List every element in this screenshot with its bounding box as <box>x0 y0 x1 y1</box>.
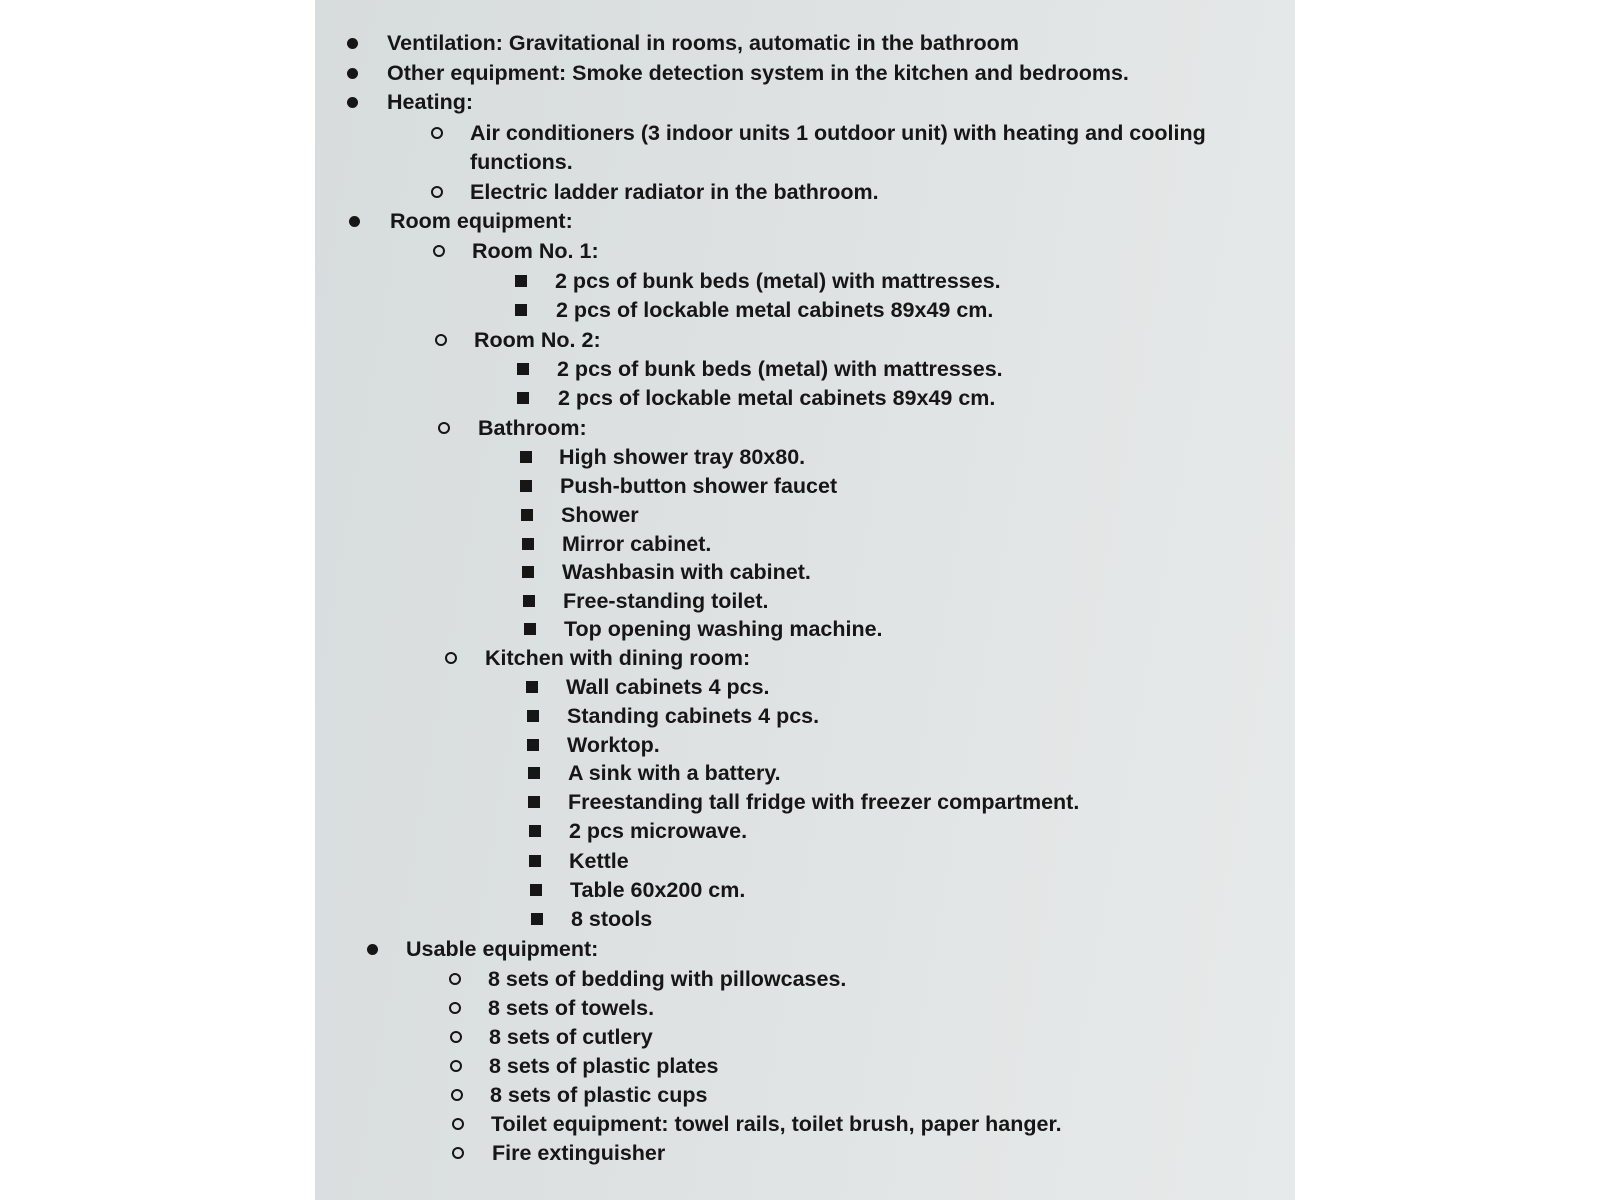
item-text: Top opening washing machine. <box>564 617 883 641</box>
item-text: Ventilation: Gravitational in rooms, automatic in the bathroom <box>387 31 1019 55</box>
bullet-circle <box>450 1031 462 1043</box>
bullet-square <box>515 304 527 316</box>
bullet-square <box>529 855 541 867</box>
item-text: 2 pcs of bunk beds (metal) with mattresses. <box>555 269 1001 293</box>
bullet-square <box>524 623 536 635</box>
bullet-square <box>520 451 532 463</box>
item-text: Standing cabinets 4 pcs. <box>567 704 820 728</box>
bullet-circle <box>450 1060 462 1072</box>
item-text: 8 sets of cutlery <box>489 1025 653 1049</box>
bullet-square <box>530 884 542 896</box>
bullet-square <box>522 566 534 578</box>
bullet-square <box>527 739 539 751</box>
item-text: Table 60x200 cm. <box>570 878 746 902</box>
bullet-square <box>515 275 527 287</box>
bullet-square <box>528 796 540 808</box>
bullet-circle <box>431 186 443 198</box>
item-text: Wall cabinets 4 pcs. <box>566 675 770 699</box>
item-text: Kitchen with dining room: <box>485 646 751 670</box>
item-text: Shower <box>561 503 639 527</box>
bullet-square <box>531 913 543 925</box>
bullet-circle <box>445 652 457 664</box>
document-page <box>315 0 1295 1200</box>
bullet-circle <box>431 127 443 139</box>
item-text: 2 pcs of lockable metal cabinets 89x49 cm. <box>558 386 996 410</box>
bullet-square <box>526 681 538 693</box>
bullet-disc <box>367 944 378 955</box>
item-text: Washbasin with cabinet. <box>562 560 811 584</box>
item-text: Fire extinguisher <box>492 1141 666 1165</box>
item-text: Bathroom: <box>478 416 587 440</box>
item-text: Room No. 2: <box>474 328 601 352</box>
item-text: A sink with a battery. <box>568 761 781 785</box>
bullet-square <box>521 509 533 521</box>
item-text: 8 sets of towels. <box>488 996 655 1020</box>
bullet-circle <box>438 422 450 434</box>
bullet-square <box>528 767 540 779</box>
item-text: Mirror cabinet. <box>562 532 712 556</box>
item-text: Toilet equipment: towel rails, toilet brush, paper hanger. <box>491 1112 1062 1136</box>
item-text: 2 pcs microwave. <box>569 819 748 843</box>
bullet-square <box>517 392 529 404</box>
item-text: Push-button shower faucet <box>560 474 838 498</box>
item-text: 2 pcs of bunk beds (metal) with mattresses. <box>557 357 1003 381</box>
item-text: 8 sets of plastic plates <box>489 1054 719 1078</box>
bullet-circle <box>452 1118 464 1130</box>
bullet-disc <box>347 68 358 79</box>
item-text: 8 stools <box>571 907 653 931</box>
item-text: Freestanding tall fridge with freezer compartment. <box>568 790 1080 814</box>
item-text: Usable equipment: <box>406 937 599 961</box>
bullet-circle <box>452 1147 464 1159</box>
bullet-circle <box>433 245 445 257</box>
bullet-circle <box>449 1002 461 1014</box>
item-text: Worktop. <box>567 733 660 757</box>
bullet-square <box>523 595 535 607</box>
bullet-circle <box>451 1089 463 1101</box>
bullet-disc <box>347 38 358 49</box>
item-text: functions. <box>470 150 573 174</box>
bullet-square <box>527 710 539 722</box>
item-text: Room equipment: <box>390 209 573 233</box>
bullet-circle <box>449 973 461 985</box>
item-text: 2 pcs of lockable metal cabinets 89x49 cm. <box>556 298 994 322</box>
bullet-circle <box>435 334 447 346</box>
bullet-disc <box>349 216 360 227</box>
item-text: Room No. 1: <box>472 239 599 263</box>
item-text: Air conditioners (3 indoor units 1 outdoor unit) with heating and cooling <box>470 121 1206 145</box>
item-text: Other equipment: Smoke detection system in the kitchen and bedrooms. <box>387 61 1129 85</box>
bullet-square <box>529 825 541 837</box>
bullet-disc <box>347 97 358 108</box>
item-text: Heating: <box>387 90 473 114</box>
item-text: Electric ladder radiator in the bathroom. <box>470 180 879 204</box>
item-text: 8 sets of plastic cups <box>490 1083 708 1107</box>
item-text: 8 sets of bedding with pillowcases. <box>488 967 847 991</box>
bullet-square <box>522 538 534 550</box>
bullet-square <box>517 363 529 375</box>
item-text: High shower tray 80x80. <box>559 445 806 469</box>
item-text: Free-standing toilet. <box>563 589 769 613</box>
bullet-square <box>520 480 532 492</box>
item-text: Kettle <box>569 849 629 873</box>
